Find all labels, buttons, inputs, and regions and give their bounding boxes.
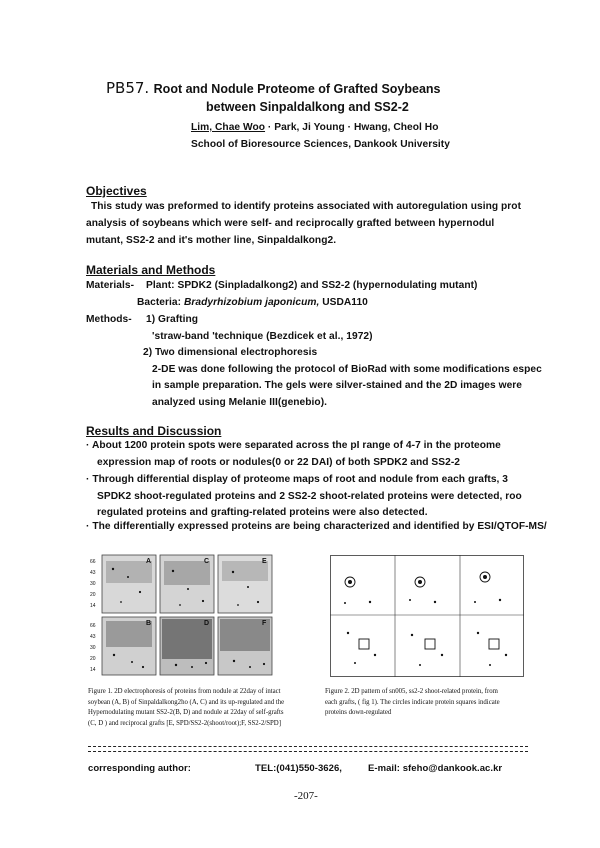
abstract-code: PB57. (106, 79, 150, 97)
bacteria-species: Bradyrhizobium japonicum, (183, 297, 320, 308)
figure-1-caption-line-1: Figure 1. 2D electrophoresis of proteins from nodule at 22day of intact (88, 688, 281, 695)
plant-material: Plant: SPDK2 (Sinpladalkong2) and SS2-2 (hypernodulating mutant) (146, 280, 478, 291)
other-authors: · Park, Ji Young · Hwang, Cheol Ho (265, 122, 439, 133)
first-author: Lim, Chae Woo (191, 122, 266, 133)
method-1-title: 1) Grafting (146, 314, 199, 325)
panel-label: D (204, 620, 210, 627)
method-2-line-2: in sample preparation. The gels were silver-stained and the 2D images were (152, 380, 523, 391)
y-tick: 66 (90, 623, 96, 629)
panel-label: B (146, 620, 152, 627)
bacteria-prefix: Bacteria: (137, 297, 184, 308)
result-bullet-2-line-1: · Through differential display of proteome maps of root and nodule from each grafts, 3 (86, 474, 509, 485)
bacteria-material (137, 297, 368, 308)
figure-2-caption-line-1: Figure 2. 2D pattern of sn005, ss2-2 shoot-related protein, from (325, 688, 498, 695)
y-tick: 20 (90, 592, 96, 598)
result-bullet-2-line-2: SPDK2 shoot-regulated proteins and 2 SS2-2 shoot-related proteins were detected, roo (97, 491, 522, 502)
result-bullet-1-line-2: expression map of roots or nodules(0 or 22 DAI) of both SPDK2 and SS2-2 (97, 457, 460, 468)
materials-label: Materials- (86, 280, 135, 291)
bacteria-strain: USDA110 (319, 297, 368, 308)
footer-divider-bottom (88, 751, 528, 752)
figure-1-caption (88, 687, 284, 729)
y-tick: 30 (90, 645, 96, 651)
panel-label: F (262, 620, 267, 627)
title-line1: Root and Nodule Proteome of Grafted Soybeans (153, 82, 441, 96)
figure-2-svg (330, 555, 524, 677)
page-number: -207- (294, 790, 318, 802)
email: E-mail: sfeho@dankook.ac.kr (368, 763, 503, 774)
objectives-line-1: This study was preformed to identify proteins associated with autoregulation using prot (91, 201, 522, 212)
panel-label: C (204, 558, 210, 565)
y-tick: 14 (90, 603, 96, 609)
affiliation: School of Bioresource Sciences, Dankook University (191, 139, 450, 150)
y-tick: 20 (90, 656, 96, 662)
corresponding-author-label: corresponding author: (88, 763, 191, 774)
method-2-line-3: analyzed using Melanie III(genebio). (152, 397, 328, 408)
telephone: TEL:(041)550-3626, (255, 763, 342, 774)
objectives-heading: Objectives (86, 184, 147, 198)
title-line2: between Sinpaldalkong and SS2-2 (206, 100, 409, 114)
method-1-detail: 'straw-band 'technique (Bezdicek et al., 1972) (152, 331, 373, 342)
objectives-line-2: analysis of soybeans which were self- and reciprocally grafted between hypernodul (86, 218, 495, 229)
figure-1-caption-line-3: Hypernodulating mutant SS2-2(B, D) and nodule at 22day of self-grafts (88, 709, 284, 716)
methods-label: Methods- (86, 314, 132, 325)
panel-label: E (262, 558, 267, 565)
result-bullet-1-line-1: · About 1200 protein spots were separated across the pI range of 4-7 in the proteome (86, 440, 501, 451)
panel-label: A (146, 558, 152, 565)
figure-2-spot-image (330, 555, 524, 677)
y-tick: 14 (90, 667, 96, 673)
poster-title-line1 (106, 79, 441, 98)
results-heading: Results and Discussion (86, 424, 222, 438)
figure-1-svg (88, 547, 278, 680)
y-tick: 66 (90, 559, 96, 565)
y-tick: 30 (90, 581, 96, 587)
y-tick: 43 (90, 570, 96, 576)
result-bullet-2-line-3: regulated proteins and grafting-related proteins were also detected. (97, 507, 428, 518)
footer-divider-top (88, 746, 528, 747)
figure-2-caption-line-2: each grafts, ( fig 1). The circles indicate protein squares indicate (325, 698, 500, 706)
figure-1-caption-line-4: (C, D ) and reciprocal grafts [E, SPD/SS2-2(shoot/root);F, SS2-2/SPD] (88, 719, 281, 727)
figure-2-caption (325, 687, 500, 719)
objectives-line-3: mutant, SS2-2 and it's mother line, Sinpaldalkong2. (86, 235, 337, 246)
method-2-title: 2) Two dimensional electrophoresis (143, 347, 318, 358)
figure-1-caption-line-2: soybean (A, B) of Sinpaldalkong2ho (A, C) and its up-regulated and the (88, 698, 285, 706)
y-tick: 43 (90, 634, 96, 640)
figure-1-gel-image (88, 547, 278, 680)
methods-heading: Materials and Methods (86, 263, 216, 277)
authors (191, 122, 439, 133)
result-bullet-3-line-1: · The differentially expressed proteins are being characterized and identified by ESI/QTOF-MS/ (86, 521, 547, 532)
figure-2-caption-line-3: proteins down-regulated (325, 709, 392, 716)
method-2-line-1: 2-DE was done following the protocol of BioRad with some modifications espec (152, 364, 542, 375)
